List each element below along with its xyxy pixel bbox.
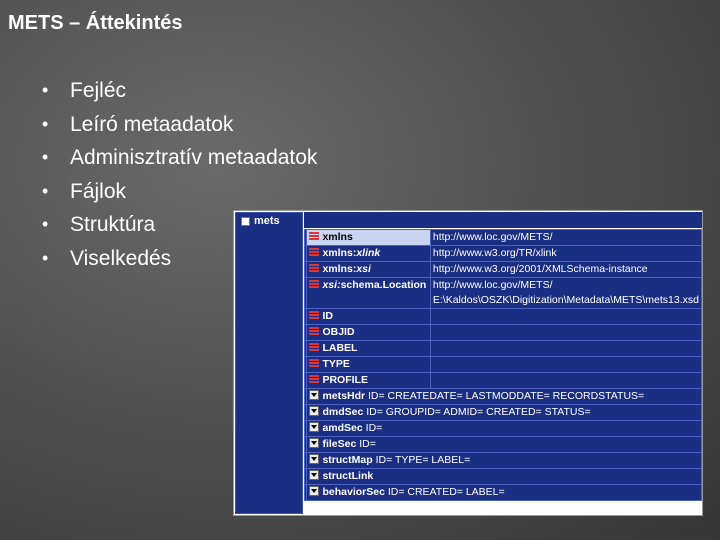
xml-grid bbox=[304, 229, 702, 501]
attr-value-cell[interactable] bbox=[430, 325, 701, 341]
bullet-text: Leíró metaadatok bbox=[70, 112, 234, 136]
attribute-icon bbox=[309, 327, 319, 335]
table-row[interactable] bbox=[305, 469, 702, 485]
root-header-band bbox=[304, 212, 702, 228]
bullet-dot-icon: • bbox=[42, 113, 49, 134]
table-row[interactable] bbox=[305, 485, 702, 501]
bullet-dot-icon: • bbox=[42, 147, 49, 167]
expand-toggle-icon[interactable] bbox=[309, 486, 319, 496]
expand-toggle-icon[interactable] bbox=[309, 470, 319, 480]
attr-name-cell[interactable]: ID bbox=[307, 309, 430, 325]
attribute-icon bbox=[309, 232, 319, 240]
child-element-cell[interactable]: metsHdr ID= CREATEDATE= LASTMODDATE= RECORDSTATUS= bbox=[307, 389, 702, 405]
bullet-dot-icon: • bbox=[42, 180, 49, 201]
attribute-icon bbox=[309, 375, 319, 383]
table-row[interactable] bbox=[305, 262, 702, 278]
attr-value-cell[interactable] bbox=[430, 341, 701, 357]
bullet-text: Fejléc bbox=[70, 79, 127, 102]
expand-toggle-icon[interactable] bbox=[309, 422, 319, 432]
attribute-icon bbox=[309, 311, 319, 319]
attr-name-cell[interactable]: LABEL bbox=[307, 341, 430, 357]
attribute-icon bbox=[309, 359, 319, 367]
child-element-cell[interactable]: dmdSec ID= GROUPID= ADMID= CREATED= STATUS= bbox=[307, 405, 702, 421]
attr-name-cell[interactable]: OBJID bbox=[307, 325, 430, 341]
attr-name-cell[interactable]: PROFILE bbox=[307, 373, 430, 389]
attribute-icon bbox=[309, 280, 319, 288]
bullet-item bbox=[42, 141, 317, 175]
table-row[interactable] bbox=[305, 309, 702, 325]
child-element-cell[interactable]: structMap ID= TYPE= LABEL= bbox=[307, 453, 702, 469]
bullet-item bbox=[42, 74, 317, 108]
attr-name-cell[interactable]: xsi:schema.Location bbox=[307, 278, 430, 309]
table-row[interactable] bbox=[305, 357, 702, 373]
child-element-cell[interactable]: behaviorSec ID= CREATED= LABEL= bbox=[307, 485, 702, 501]
attribute-icon bbox=[309, 248, 319, 256]
table-row[interactable] bbox=[305, 278, 702, 309]
table-row[interactable] bbox=[305, 373, 702, 389]
table-row[interactable] bbox=[305, 341, 702, 357]
root-element-cell[interactable] bbox=[235, 212, 303, 514]
xml-tree-panel bbox=[233, 210, 703, 516]
attr-value-cell[interactable] bbox=[430, 373, 701, 389]
bullet-dot-icon: • bbox=[42, 214, 49, 234]
table-row[interactable] bbox=[305, 389, 702, 405]
table-row[interactable] bbox=[305, 405, 702, 421]
child-element-cell[interactable]: amdSec ID= bbox=[307, 421, 702, 437]
root-element-name: mets bbox=[254, 215, 280, 227]
child-element-cell[interactable]: fileSec ID= bbox=[307, 437, 702, 453]
attr-name-cell[interactable]: xmlns:xsi bbox=[307, 262, 430, 278]
attr-name-cell[interactable]: xmlns:xlink bbox=[307, 246, 430, 262]
bullet-dot-icon: • bbox=[42, 80, 49, 100]
attr-value-cell[interactable]: http://www.w3.org/TR/xlink bbox=[430, 246, 701, 262]
attr-value-cell[interactable]: http://www.loc.gov/METS/ E:\Kaldos\OSZK\Digitization\Metadata\METS\mets13.xsd bbox=[430, 278, 701, 309]
bullet-text: Viselkedés bbox=[70, 246, 172, 270]
bullet-dot-icon: • bbox=[42, 247, 49, 268]
bullet-item bbox=[42, 175, 317, 209]
attribute-icon bbox=[309, 264, 319, 272]
expand-toggle-icon[interactable] bbox=[309, 390, 319, 400]
bullet-item bbox=[42, 108, 317, 142]
attr-name-cell[interactable]: xmlns bbox=[307, 230, 430, 246]
attr-value-cell[interactable] bbox=[430, 357, 701, 373]
table-row[interactable] bbox=[305, 437, 702, 453]
child-element-cell[interactable]: structLink bbox=[307, 469, 702, 485]
bullet-text: Fájlok bbox=[70, 179, 127, 203]
attr-value-cell[interactable]: http://www.loc.gov/METS/ bbox=[430, 230, 701, 246]
attr-name-cell[interactable]: TYPE bbox=[307, 357, 430, 373]
table-row[interactable] bbox=[305, 325, 702, 341]
collapse-toggle-icon[interactable] bbox=[241, 217, 250, 226]
expand-toggle-icon[interactable] bbox=[309, 406, 319, 416]
slide-title: METS – Áttekintés bbox=[8, 12, 183, 34]
table-row[interactable] bbox=[305, 453, 702, 469]
attr-value-cell[interactable] bbox=[430, 309, 701, 325]
table-row[interactable] bbox=[305, 230, 702, 246]
expand-toggle-icon[interactable] bbox=[309, 454, 319, 464]
attribute-icon bbox=[309, 343, 319, 351]
bullet-text: Struktúra bbox=[70, 213, 156, 236]
table-row[interactable] bbox=[305, 421, 702, 437]
bullet-text: Adminisztratív metaadatok bbox=[70, 146, 318, 169]
attr-value-cell[interactable]: http://www.w3.org/2001/XMLSchema-instance bbox=[430, 262, 701, 278]
expand-toggle-icon[interactable] bbox=[309, 438, 319, 448]
table-row[interactable] bbox=[305, 246, 702, 262]
